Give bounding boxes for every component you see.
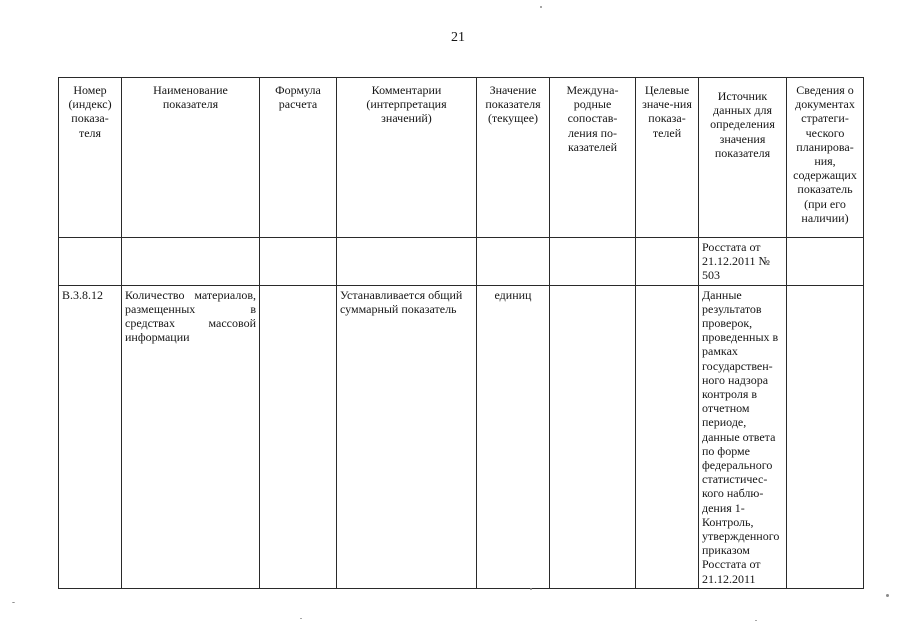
scan-speck [755,620,757,621]
header-source: Источник данных для определения значения показателя [699,78,787,238]
cell-source-continued: Росстата от 21.12.2011 № 503 [699,238,787,286]
scan-speck [300,618,302,619]
cell-empty [59,238,122,286]
cell-index: В.3.8.12 [59,285,122,588]
cell-value: единиц [477,285,550,588]
page-number: 21 [451,30,465,45]
cell-empty [550,238,636,286]
cell-documents [787,285,864,588]
scan-speck [540,6,542,8]
cell-formula [260,285,337,588]
cell-target [636,285,699,588]
cell-empty [260,238,337,286]
cell-empty [477,238,550,286]
header-target: Целевые значе-ния показа-телей [636,78,699,238]
scan-speck [886,594,889,597]
indicators-table [58,77,864,589]
cell-empty [787,238,864,286]
header-international: Междуна-родные сопостав-ления по-казателей [550,78,636,238]
header-comment: Комментарии (интерпретация значений) [337,78,477,238]
cell-international [550,285,636,588]
header-documents: Сведения о документах стратеги-ческого планирова-ния, содержащих показатель (при его наличии) [787,78,864,238]
scan-speck [530,588,532,590]
table-row-continuation [59,238,864,286]
cell-empty [636,238,699,286]
cell-comment: Устанавливается общий суммарный показатель [337,285,477,588]
cell-empty [122,238,260,286]
scan-speck [12,602,15,603]
header-formula: Формула расчета [260,78,337,238]
header-value: Значение показателя (текущее) [477,78,550,238]
table-row [59,285,864,588]
header-name: Наименование показателя [122,78,260,238]
cell-empty [337,238,477,286]
table-header-row [59,78,864,238]
cell-source: Данные результатов проверок, проведенных в рамках государствен-ного надзора контроля в отчетном периоде, данные ответа по форме федерального статистичес-кого наблю-дения 1-Контроль, утвержденного приказом Росстата от 21.12.2011 [699,285,787,588]
cell-name: Количество материалов, размещенных в средствах массовой информации [122,285,260,588]
header-index: Номер (индекс) показа-теля [59,78,122,238]
